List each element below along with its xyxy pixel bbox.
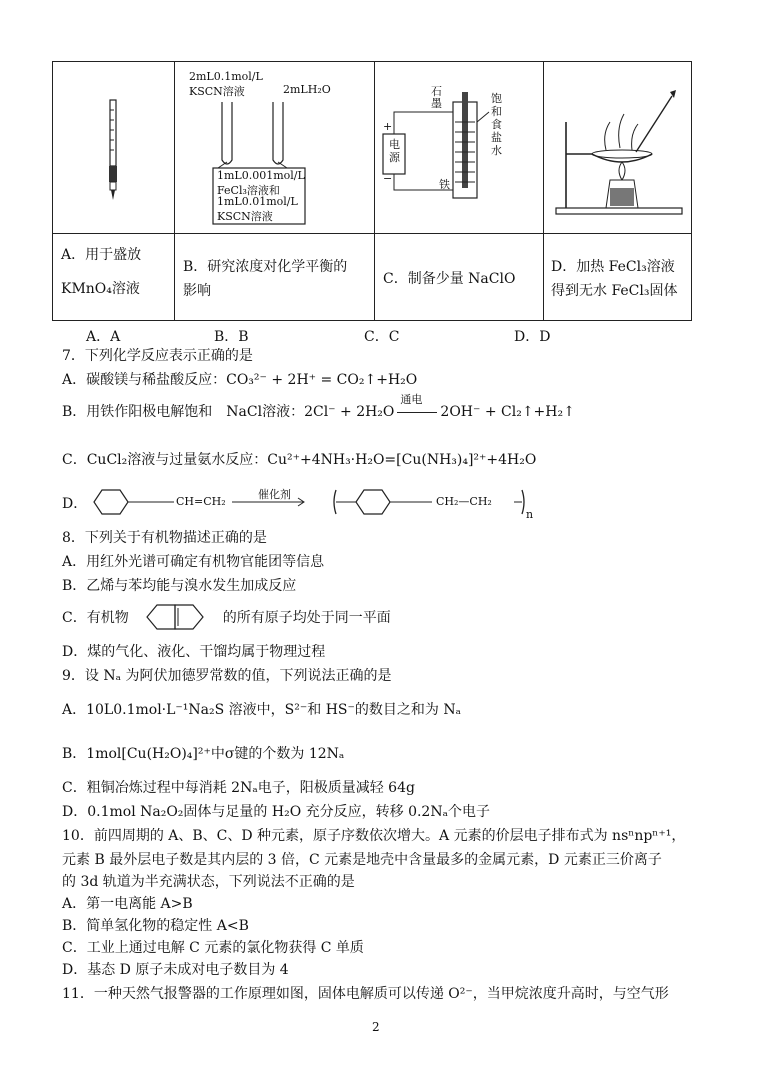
brine-label: 饱和食盐水 xyxy=(491,92,502,157)
question-11-stem: 11．一种天然气报警器的工作原理如图，固体电解质可以传递 O²⁻，当甲烷浓度升高时，与空气形 xyxy=(62,986,669,1002)
option-a-text: KMnO₄溶液 xyxy=(61,281,140,297)
answer-option: A．A xyxy=(86,329,121,345)
question-8-option-c: C．有机物 的所有原子均处于同一平面 xyxy=(62,608,391,628)
burette-figure xyxy=(73,82,153,222)
question-7-option-b xyxy=(62,393,575,422)
mixture-label: 1mL0.01mol/L xyxy=(217,195,298,208)
question-10-stem: 的 3d 轨道为半充满状态，下列说法不正确的是 xyxy=(62,874,355,890)
option-d-text: 得到无水 FeCl₃固体 xyxy=(551,283,678,299)
question-10-option-c: C．工业上通过电解 C 元素的氯化物获得 C 单质 xyxy=(62,940,364,956)
question-10-option-d: D．基态 D 原子未成对电子数目为 4 xyxy=(62,962,289,978)
reagent-label: 2mLH₂O xyxy=(283,83,331,96)
option-b-prefix: B．用铁作阳极电解饱和 NaCl溶液：2Cl⁻ + 2H₂O xyxy=(62,404,395,420)
option-d-label: D． xyxy=(62,496,88,512)
option-a-text: A．用于盛放 xyxy=(61,247,142,263)
question-8-option-b: B．乙烯与苯均能与溴水发生加成反应 xyxy=(62,578,297,594)
graphite-label: 石墨 xyxy=(431,85,442,110)
electrolysis-figure xyxy=(375,62,543,233)
question-9-stem: 9．设 Nₐ 为阿伏加德罗常数的值，下列说法正确的是 xyxy=(62,668,392,684)
power-label: 电源 xyxy=(389,138,400,164)
question-7-option-c: C．CuCl₂溶液与过量氨水反应：Cu²⁺+4NH₃·H₂O=[Cu(NH₃)₄]²⁺+4H₂O xyxy=(62,452,537,468)
question-7-option-a: A．碳酸镁与稀盐酸反应：CO₃²⁻ + 2H⁺ = CO₂↑+H₂O xyxy=(62,372,418,388)
table-divider xyxy=(53,233,691,234)
product-label: CH₂—CH₂ xyxy=(436,495,492,508)
answer-option: B．B xyxy=(214,329,249,345)
answer-option: C．C xyxy=(364,329,400,345)
page-number: 2 xyxy=(372,1020,380,1034)
option-c-text: C．制备少量 NaClO xyxy=(383,271,516,287)
question-10-option-a: A．第一电离能 A>B xyxy=(62,896,193,912)
degree-n: n xyxy=(526,508,534,521)
question-10-option-b: B．简单氢化物的稳定性 A<B xyxy=(62,918,249,934)
test-tube-figure xyxy=(175,62,374,233)
question-8-option-a: A．用红外光谱可确定有机物官能团等信息 xyxy=(62,554,325,570)
catalyst-label: 催化剂 xyxy=(258,488,291,501)
option-b-suffix: 2OH⁻ + Cl₂↑+H₂↑ xyxy=(440,404,575,420)
option-b-text: 影响 xyxy=(183,283,211,299)
question-7-stem: 7．下列化学反应表示正确的是 xyxy=(62,348,253,364)
question-9-option-c: C．粗铜冶炼过程中每消耗 2Nₐ电子，阳极质量减轻 64g xyxy=(62,780,415,796)
apparatus-table xyxy=(52,61,692,321)
reagent-label: KSCN溶液 xyxy=(189,85,245,98)
iron-label: 铁 xyxy=(439,178,450,191)
reagent-label: 2mL0.1mol/L xyxy=(189,70,263,83)
bicyclic-structure xyxy=(129,608,223,628)
question-10-stem: 元素 B 最外层电子数是其内层的 3 倍，C 元素是地壳中含量最多的金属元素，D 元素正三价离子 xyxy=(62,852,662,868)
mixture-label: FeCl₃溶液和 xyxy=(217,184,280,197)
plus-sign: + xyxy=(383,120,393,133)
mixture-label: 1mL0.001mol/L xyxy=(217,169,305,182)
question-9-option-a: A．10L0.1mol·L⁻¹Na₂S 溶液中，S²⁻和 HS⁻的数目之和为 Nₐ xyxy=(62,702,461,718)
evaporation-figure xyxy=(544,62,692,233)
question-7-option-d xyxy=(62,494,87,514)
question-10-stem: 10．前四周期的 A、B、C、D 种元素，原子序数依次增大。A 元素的价层电子排布式为 nsⁿnpⁿ⁺¹， xyxy=(62,828,686,844)
question-9-option-b: B．1mol[Cu(H₂O)₄]²⁺中σ键的个数为 12Nₐ xyxy=(62,746,345,762)
question-8-stem: 8．下列关于有机物描述正确的是 xyxy=(62,530,267,546)
reaction-condition: 通电 xyxy=(394,402,440,422)
answer-option: D．D xyxy=(514,329,551,345)
question-9-option-d: D．0.1mol Na₂O₂固体与足量的 H₂O 充分反应，转移 0.2Nₐ个电子 xyxy=(62,804,490,820)
mixture-label: KSCN溶液 xyxy=(217,210,273,223)
reactant-label: CH=CH₂ xyxy=(176,495,226,508)
option-b-text: B．研究浓度对化学平衡的 xyxy=(183,259,348,275)
option-d-text: D．加热 FeCl₃溶液 xyxy=(551,259,675,275)
question-8-option-d: D．煤的气化、液化、干馏均属于物理过程 xyxy=(62,644,326,660)
minus-sign: − xyxy=(383,172,393,185)
